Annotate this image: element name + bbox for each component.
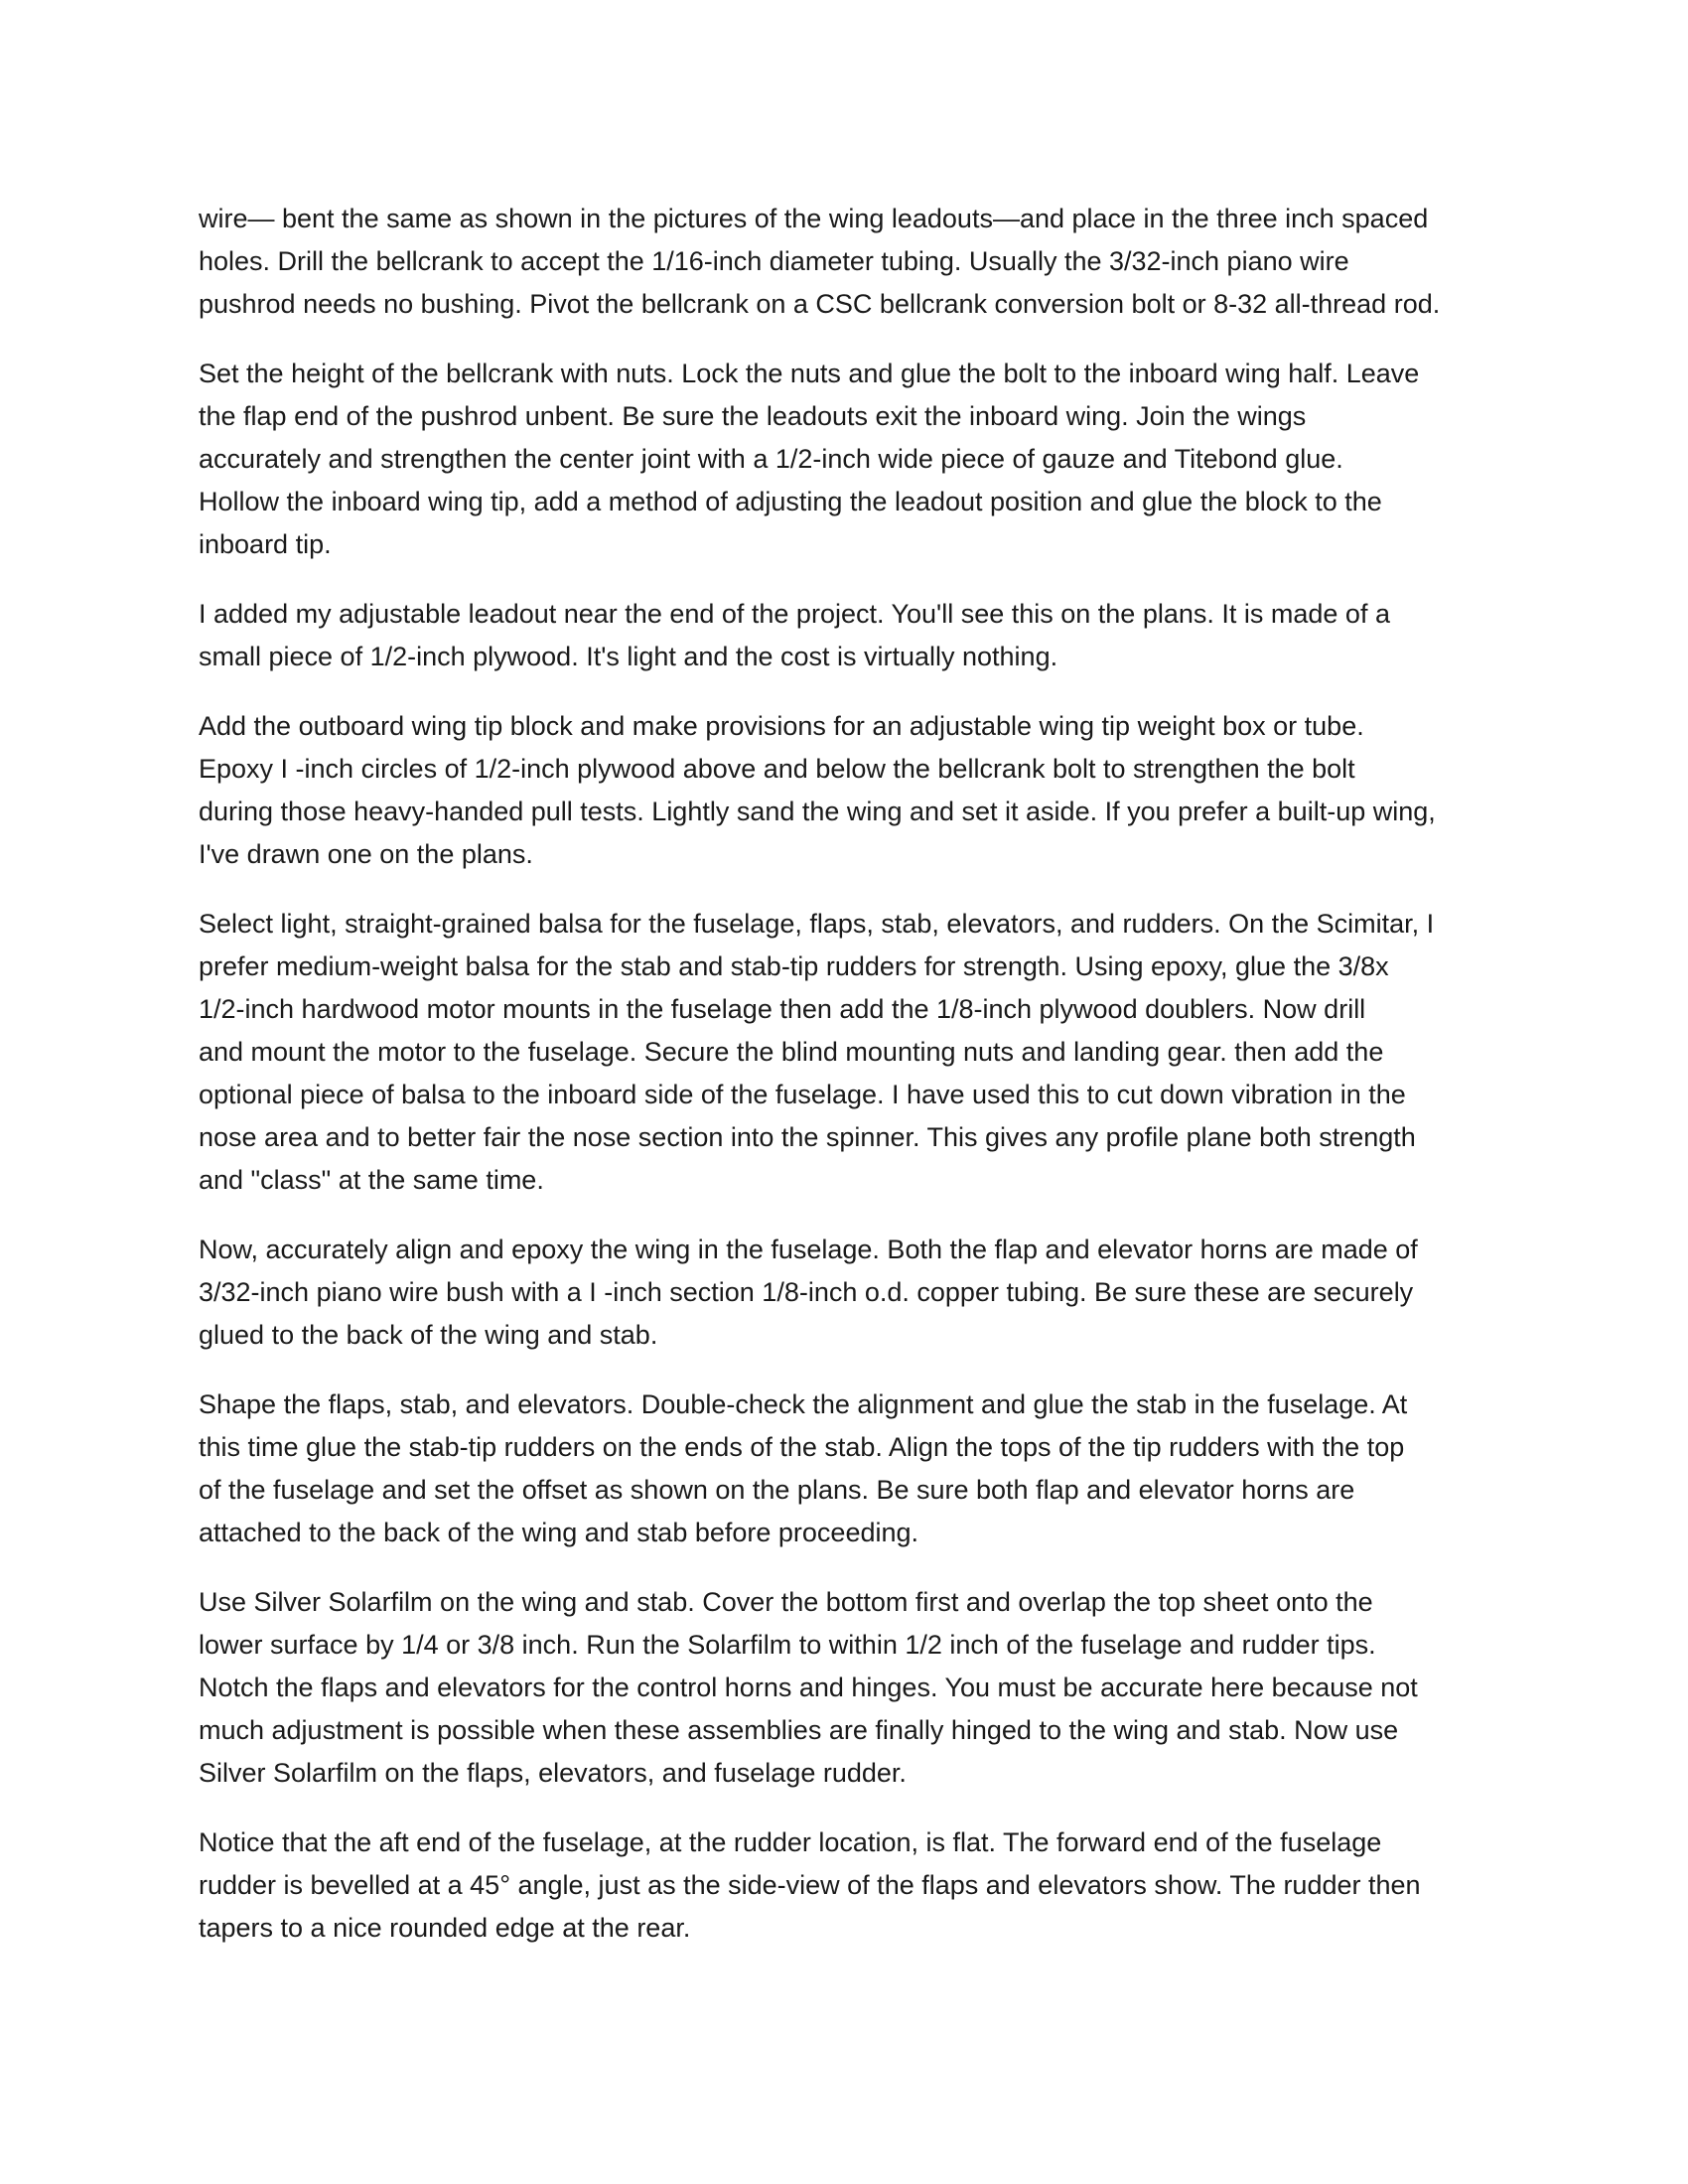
text-line: holes. Drill the bellcrank to accept the 1/16-inch diameter tubing. Usually the 3/32-inch piano wire <box>199 246 1349 276</box>
text-line: Notice that the aft end of the fuselage, at the rudder location, is flat. The forward end of the fuselage <box>199 1827 1382 1857</box>
text-line: much adjustment is possible when these assemblies are finally hinged to the wing and stab. Now use <box>199 1715 1399 1745</box>
text-line: Now, accurately align and epoxy the wing in the fuselage. Both the flap and elevator horns are made of <box>199 1235 1418 1264</box>
text-line: the flap end of the pushrod unbent. Be sure the leadouts exit the inboard wing. Join the wings <box>199 401 1307 431</box>
text-line: attached to the back of the wing and stab before proceeding. <box>199 1518 919 1547</box>
text-line: inboard tip. <box>199 529 332 559</box>
text-line: 3/32-inch piano wire bush with a I -inch section 1/8-inch o.d. copper tubing. Be sure these are securely <box>199 1277 1414 1307</box>
text-line: wire— bent the same as shown in the pictures of the wing leadouts—and place in the three inch spaced <box>199 204 1429 233</box>
text-line: Silver Solarfilm on the flaps, elevators, and fuselage rudder. <box>199 1758 907 1788</box>
text-line: I've drawn one on the plans. <box>199 839 533 869</box>
text-line: Select light, straight-grained balsa for the fuselage, flaps, stab, elevators, and rudders. On the Scimitar, I <box>199 909 1435 939</box>
text-line: nose area and to better fair the nose section into the spinner. This gives any profile plane both strength <box>199 1122 1416 1152</box>
text-line: I added my adjustable leadout near the end of the project. You'll see this on the plans. It is made of a <box>199 599 1390 629</box>
paragraph-5 <box>199 903 1509 1202</box>
text-line: Set the height of the bellcrank with nuts. Lock the nuts and glue the bolt to the inboard wing half. Leave <box>199 359 1420 388</box>
paragraph-2 <box>199 353 1509 566</box>
text-line: and mount the motor to the fuselage. Secure the blind mounting nuts and landing gear. then add the <box>199 1037 1384 1067</box>
text-line: during those heavy-handed pull tests. Lightly sand the wing and set it aside. If you prefer a built-up wing, <box>199 797 1436 826</box>
text-line: this time glue the stab-tip rudders on the ends of the stab. Align the tops of the tip rudders with the top <box>199 1432 1405 1462</box>
paragraph-1 <box>199 198 1509 326</box>
paragraph-6 <box>199 1229 1509 1357</box>
paragraph-7 <box>199 1383 1509 1554</box>
text-line: optional piece of balsa to the inboard side of the fuselage. I have used this to cut down vibration in the <box>199 1080 1406 1109</box>
paragraph-3 <box>199 593 1509 678</box>
paragraph-8 <box>199 1581 1509 1795</box>
text-line: Use Silver Solarfilm on the wing and stab. Cover the bottom first and overlap the top sheet onto the <box>199 1587 1373 1617</box>
text-line: pushrod needs no bushing. Pivot the bellcrank on a CSC bellcrank conversion bolt or 8-32 all-thread rod. <box>199 289 1441 319</box>
text-line: glued to the back of the wing and stab. <box>199 1320 658 1350</box>
text-line: accurately and strengthen the center joint with a 1/2-inch wide piece of gauze and Titebond glue. <box>199 444 1343 474</box>
paragraph-9 <box>199 1821 1509 1950</box>
text-line: Epoxy I -inch circles of 1/2-inch plywood above and below the bellcrank bolt to strengthen the bolt <box>199 754 1355 784</box>
text-line: rudder is bevelled at a 45° angle, just as the side-view of the flaps and elevators show. The rudder then <box>199 1870 1421 1900</box>
text-line: 1/2-inch hardwood motor mounts in the fuselage then add the 1/8-inch plywood doublers. Now drill <box>199 994 1366 1024</box>
text-line: of the fuselage and set the offset as shown on the plans. Be sure both flap and elevator horns are <box>199 1475 1355 1505</box>
text-line: tapers to a nice rounded edge at the rear. <box>199 1913 691 1943</box>
text-line: Add the outboard wing tip block and make provisions for an adjustable wing tip weight box or tube. <box>199 711 1364 741</box>
text-line: Hollow the inboard wing tip, add a method of adjusting the leadout position and glue the block to the <box>199 487 1382 516</box>
paragraph-4 <box>199 705 1509 876</box>
text-line: Notch the flaps and elevators for the control horns and hinges. You must be accurate here because not <box>199 1673 1418 1702</box>
text-line: and "class" at the same time. <box>199 1165 544 1195</box>
text-line: Shape the flaps, stab, and elevators. Double-check the alignment and glue the stab in the fuselage. At <box>199 1389 1408 1419</box>
text-line: small piece of 1/2-inch plywood. It's light and the cost is virtually nothing. <box>199 642 1058 671</box>
text-line: prefer medium-weight balsa for the stab and stab-tip rudders for strength. Using epoxy, glue the 3/8x <box>199 951 1389 981</box>
text-line: lower surface by 1/4 or 3/8 inch. Run the Solarfilm to within 1/2 inch of the fuselage and rudder tips. <box>199 1630 1376 1660</box>
body-text <box>199 198 1509 1976</box>
